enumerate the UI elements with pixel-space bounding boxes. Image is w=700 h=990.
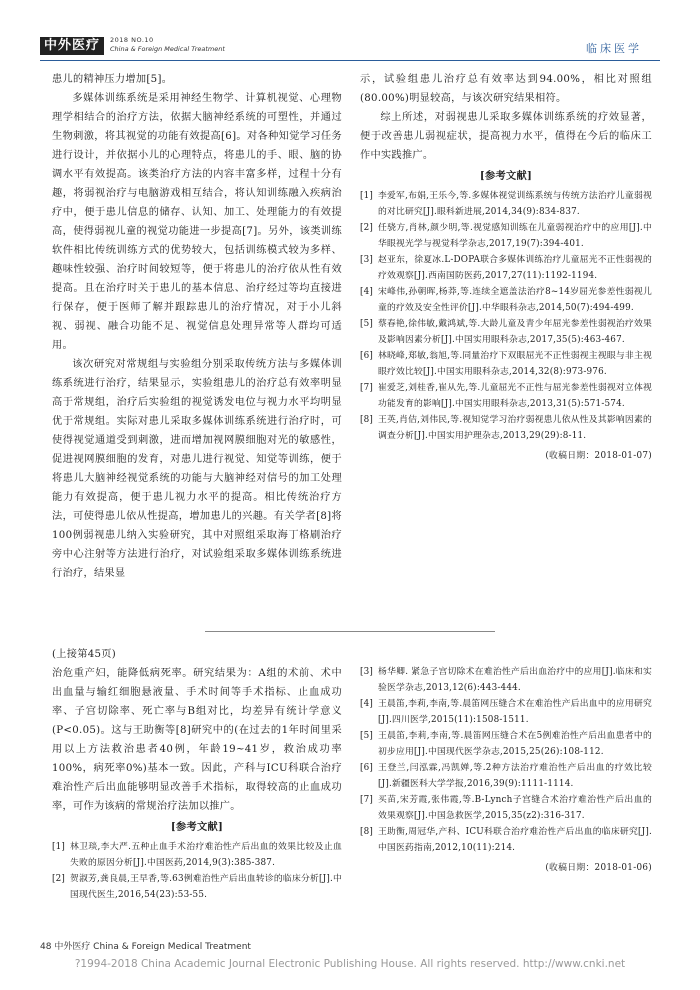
section-label: 临床医学 [586, 42, 642, 55]
issue-number: 2018 NO.10 [110, 36, 154, 44]
reference-item: [8] 王英,肖佶,刘伟民,等.视知觉学习治疗弱视患儿依从性及其影响因素的调查分析[J].中国实用护理杂志,2013,29(29):8-11. [360, 415, 652, 441]
journal-header [40, 30, 660, 60]
reference-item: [5] 蔡春艳,徐伟敏,戴鸿斌,等.大龄儿童及青少年屈光参差性弱视治疗效果及影响因素分析[J].中国实用眼科杂志,2017,35(5):463-467. [360, 319, 652, 345]
upper-left-column [52, 70, 342, 583]
reference-item: [6] 王登兰,闫泓霖,冯凯婵,等.2种方法治疗难治性产后出血的疗效比较[J].新疆医科大学学报,2016,39(9):1111-1114. [360, 763, 652, 789]
page-footer: 48 中外医疗 China & Foreign Medical Treatment [40, 942, 251, 952]
received-date: (收稿日期：2018-01-06) [545, 863, 652, 873]
continued-note: (上接第45页) [52, 649, 117, 660]
body-paragraph: 综上所述，对弱视患儿采取多媒体训练系统的疗效显著，便于改善患儿弱视症状，提高视力水平，值得在今后的临床工作中实践推广。 [360, 112, 652, 161]
reference-list [52, 839, 342, 903]
reference-item: [5] 王晨笛,李莉,李南,等.晨笛网压缝合术在5例难治性产后出血患者中的初步应用[J].中国现代医学杂志,2015,25(26):108-112. [360, 731, 652, 757]
reference-list [360, 188, 652, 444]
references-heading: [参考文献] [479, 170, 533, 182]
reference-item: [3] 赵亚东，徐夏冰.L-DOPA联合多媒体训练治疗儿童屈光不正性弱视的疗效观察[J].西南国防医药,2017,27(11):1192-1194. [360, 255, 652, 281]
header-divider [40, 60, 660, 61]
journal-logo: 中外医疗 [40, 37, 104, 55]
body-paragraph: 治危重产妇，能降低病死率。研究结果为：A组的术前、术中出血量与输红细胞悬液量、手术时间等手术指标、止血成功率、子宫切除率、死亡率与B组对比，均差异有统计学意义(P<0.05)。这与王助衡等[8]研究中的(在过去的1年时间里采用以上方法救治患者40例，年龄19~41岁，救治成功率100%，病死率0%)基本一致。因此，产科与ICU科联合治疗难治性产后出血能够明显改善手术指标，取得较高的止血成功率，可作为该病的常规治疗法加以推广。 [52, 668, 342, 812]
copyright-line: ?1994-2018 China Academic Journal Electronic Publishing House. All rights reserved. http://www.cnki.net [74, 958, 626, 970]
article-separator [205, 631, 495, 632]
journal-english-name: China & Foreign Medical Treatment [110, 45, 225, 53]
reference-item: [7] 买苗,宋芳霞,张伟霞,等.B-Lynch子宫缝合术治疗难治性产后出血的效果观察[J].中国急救医学,2015,35(z2):316-317. [360, 795, 652, 821]
reference-item: [6] 林晓峰,郑敏,翁旭,等.同量治疗下双眼屈光不正性弱视主视眼与非主视眼疗效比较[J].中国实用眼科杂志,2014,32(8):973-976. [360, 351, 652, 377]
reference-item: [8] 王助衡,周冠华,产科、ICU科联合治疗难治性产后出血的临床研究[J].中国医药指南,2012,10(11):214. [360, 827, 652, 853]
lower-right-column [360, 664, 652, 876]
reference-list [360, 664, 652, 856]
reference-item: [1] 李爱军,布娟,王乐今,等.多媒体视觉训练系统与传统方法治疗儿童弱视的对比研究[J].眼科新进展,2014,34(9):834-837. [360, 191, 652, 217]
reference-item: [7] 崔爱芝,刘桂香,崔从先,等.儿童屈光不正性与屈光参差性弱视对立体视功能发育的影响[J].中国实用眼科杂志,2013,31(5):571-574. [360, 383, 652, 409]
reference-item: [2] 任骁方,肖林,颜少明,等.视觉感知训练在儿童弱视治疗中的应用[J].中华眼视光学与视觉科学杂志,2017,19(7):394-401. [360, 223, 652, 249]
body-paragraph: 多媒体训练系统是采用神经生物学、计算机视觉、心理物理学相结合的治疗方法，依据大脑神经系统的可塑性，并通过生物刺激，将其视觉的功能有效提高[6]。对各种知觉学习任务进行设计，并依据小儿的心理特点，将患儿的手、眼、脑的协调水平有效提高。该类治疗方法的内容丰富多样，过程十分有趣，将弱视治疗与电脑游戏相互结合，将认知训练融入疾病治疗中，便于患儿信息的储存、认知、加工、处理能力的有效提高，使得弱视儿童的视觉功能进一步提高[7]。另外，该类训练软件相比传统训练方式的优势较大，包括训练模式较为多样、趣味性较强、治疗时间较短等，便于将患儿的治疗依从性有效提高。且在治疗时关于患儿的基本信息、治疗经过等均直接进行保存，便于医师了解并跟踪患儿的治疗情况，对于小儿斜视、弱视、融合功能不足、视觉信息处理异常等人群均可适用。 [52, 93, 342, 351]
body-paragraph: 示，试验组患儿治疗总有效率达到94.00%，相比对照组(80.00%)明显较高，与该次研究结果相符。 [360, 74, 652, 104]
reference-item: [2] 贺淑芳,龚良晨,王早香,等.63例难治性产后出血转诊的临床分析[J].中国现代医生,2016,54(23):53-55. [52, 874, 342, 900]
received-date: (收稿日期：2018-01-07) [545, 451, 652, 461]
reference-item: [3] 杨华卿. 紧急子宫切除术在难治性产后出血治疗中的应用[J].临床和实验医学杂志,2013,12(6):443-444. [360, 667, 652, 693]
reference-item: [4] 王晨笛,李莉,李南,等.晨笛网压缝合术在难治性产后出血中的应用研究[J].四川医学,2015(11):1508-1511. [360, 699, 652, 725]
reference-item: [4] 宋峰伟,孙朝晖,杨莽,等.连续全遮盖法治疗8~14岁屈光参差性弱视儿童的疗效及安全性评价[J].中华眼科杂志,2014,50(7):494-499. [360, 287, 652, 313]
references-heading: [参考文献] [170, 821, 224, 833]
body-paragraph: 患儿的精神压力增加[5]。 [52, 74, 173, 85]
upper-right-column [360, 70, 652, 464]
lower-left-column [52, 645, 342, 903]
body-paragraph: 该次研究对常规组与实验组分别采取传统方法与多媒体训练系统进行治疗，结果显示，实验组患儿的治疗总有效率明显高于常规组，治疗后实验组的视觉诱发电位与视力水平均明显优于常规组。实际对患儿采取多媒体训练系统进行治疗时，可使得视觉通道受到刺激，进而增加视网膜细胞对光的敏感性，促进视网膜细胞的发育，对患儿进行视觉、知觉等训练，便于将患儿大脑神经视觉系统的功能与大脑神经对信号的加工处理能力有效提高，便于患儿视力水平的提高。相比传统治疗方法，可使得患儿依从性提高，增加患儿的兴趣。有关学者[8]将100例弱视患儿纳入实验研究，其中对照组采取海丁格刷治疗旁中心注射等方法进行治疗，对试验组采取多媒体训练系统进行治疗，结果显 [52, 359, 342, 579]
reference-item: [1] 林卫琰,李大严.五种止血手术治疗难治性产后出血的效果比较及止血失败的原因分析[J].中国医药,2014,9(3):385-387. [52, 842, 342, 868]
